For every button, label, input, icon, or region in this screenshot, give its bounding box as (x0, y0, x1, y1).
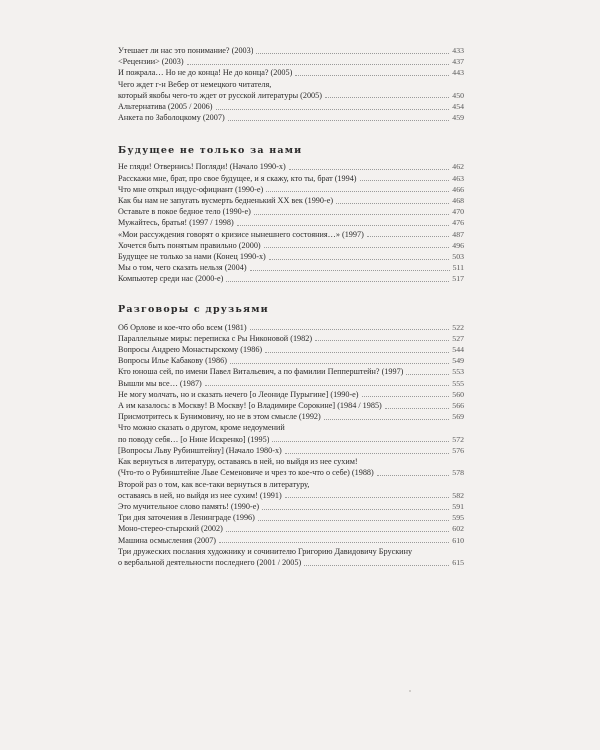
dot-leader (295, 75, 449, 76)
toc-entry-page-number: 454 (452, 102, 464, 112)
dot-leader (285, 453, 450, 454)
toc-entry-title: <Рецензии> (2003) (118, 57, 184, 67)
dot-leader (336, 203, 449, 204)
toc-entry-page-number: 572 (452, 434, 464, 444)
toc-entry-page-number: 569 (452, 412, 464, 422)
dot-leader (254, 214, 449, 215)
dot-leader (315, 340, 449, 341)
dot-leader (237, 225, 450, 226)
dot-leader (285, 497, 450, 498)
toc-entry-title: Что мне открыл индус-официант (1990-е) (118, 184, 264, 194)
dot-leader (272, 441, 449, 442)
toc-entry-title: Об Орлове и кое-что обо всем (1981) (118, 322, 247, 332)
toc-entry-page-number: 582 (452, 490, 464, 500)
toc-entry (118, 240, 464, 251)
toc-entry-page-number: 450 (452, 90, 464, 100)
page-mark (409, 690, 411, 692)
toc-entry (118, 535, 464, 546)
toc-entry (118, 546, 464, 568)
toc-entry-page-number: 463 (452, 173, 464, 183)
toc-entry (118, 366, 464, 377)
dot-leader (265, 352, 449, 353)
dot-leader (226, 531, 449, 532)
toc-entry (118, 273, 464, 284)
toc-entry (118, 456, 464, 478)
toc-entry-title: [Вопросы Льву Рубинштейну] (Начало 1980-х) (118, 445, 282, 455)
dot-leader (250, 329, 450, 330)
toc-entry-page-number: 437 (452, 57, 464, 67)
toc-entry (118, 56, 464, 67)
toc-entry-page-number: 578 (452, 468, 464, 478)
toc-entry-title: Утешает ли нас это понимание? (2003) (118, 46, 254, 55)
dot-leader (385, 408, 450, 409)
dot-leader (205, 385, 450, 386)
toc-entry-title: Машина осмысления (2007) (118, 535, 217, 545)
toc-entry (118, 400, 464, 411)
toc-entry-page-number: 511 (452, 263, 464, 273)
toc-entry-title: Хочется быть понятым правильно (2000) (118, 240, 261, 250)
toc-entry-title: Не гляди! Отвернись! Погляди! (Начало 1990-х) (118, 162, 286, 172)
toc-entry-title: Оставьте в покое бедное тело (1990-е) (118, 207, 251, 217)
toc-entry-title: Кто юноша сей, по имени Павел Витальевич, а по фамилии Пепперштейн? (1997) (118, 367, 404, 377)
toc-entry-page-number: 476 (452, 218, 464, 228)
toc-entry-title-line: Три дружеских послания художнику и сочинителю Григорию Давидовичу Брускину (118, 546, 413, 556)
toc-entry-title: Мужайтесь, братья! (1997 / 1998) (118, 218, 234, 228)
toc-block-top (118, 45, 464, 123)
toc-entry-title: Расскажи мне, брат, про свое будущее, и я скажу, кто ты, брат (1994) (118, 173, 357, 183)
toc-entry (118, 79, 464, 101)
toc-entry-page-number: 591 (452, 501, 464, 511)
dot-leader (304, 565, 449, 566)
toc-entry (118, 422, 464, 444)
toc-entry (118, 229, 464, 240)
dot-leader (269, 259, 450, 260)
dot-leader (250, 270, 450, 271)
toc-entry-title: по поводу себя… [о Нине Искренко] (1995) (118, 434, 270, 444)
toc-entry-title: Вышли мы все… (1987) (118, 378, 202, 388)
dot-leader (226, 281, 449, 282)
toc-entry-page-number: 527 (452, 333, 464, 343)
dot-leader (367, 236, 450, 237)
toc-entry-title: И пожрала… Но не до конца! Не до конца? (2005) (118, 68, 293, 78)
toc-entry-page-number: 555 (452, 378, 464, 388)
toc-entry-page-number: 487 (452, 229, 464, 239)
toc-entry-page-number: 549 (452, 356, 464, 366)
dot-leader (228, 120, 450, 121)
toc-entry-page-number: 544 (452, 345, 464, 355)
toc-entry-page-number: 602 (452, 524, 464, 534)
table-of-contents (118, 45, 464, 568)
toc-entry-page-number: 462 (452, 162, 464, 172)
toc-entry-page-number: 470 (452, 207, 464, 217)
toc-entry-page-number: 522 (452, 322, 464, 332)
toc-entry (118, 251, 464, 262)
toc-entry (118, 161, 464, 172)
toc-entry (118, 173, 464, 184)
dot-leader (258, 520, 449, 521)
dot-leader (230, 363, 449, 364)
dot-leader (256, 53, 449, 54)
dot-leader (324, 419, 450, 420)
toc-entry-title: Как бы нам не запугать вусмерть бедненький XX век (1990-е) (118, 196, 334, 206)
toc-entry (118, 389, 464, 400)
toc-entry-page-number: 468 (452, 196, 464, 206)
dot-leader (262, 509, 449, 510)
toc-entry (118, 262, 464, 273)
dot-leader (325, 97, 449, 98)
toc-entry-page-number: 595 (452, 513, 464, 523)
toc-entry-title: Три дня заточения в Ленинграде (1996) (118, 513, 255, 523)
dot-leader (219, 542, 449, 543)
toc-entry-title: Моно-стерео-стырский (2002) (118, 524, 223, 534)
dot-leader (360, 180, 450, 181)
dot-leader (289, 169, 450, 170)
toc-entry (118, 344, 464, 355)
toc-entry-title: Вопросы Андрею Монастырскому (1986) (118, 345, 263, 355)
toc-entry (118, 101, 464, 112)
toc-entry-page-number: 517 (452, 274, 464, 284)
toc-section-future (118, 161, 464, 284)
toc-entry-title-line: Второй раз о том, как все-таки вернуться в литературу, (118, 479, 310, 489)
toc-entry-title: оставаясь в ней, но выйдя из нее сухим! (1991) (118, 490, 282, 500)
toc-entry-page-number: 553 (452, 367, 464, 377)
section-heading-future: Будущее не только за нами (118, 145, 303, 157)
toc-entry-title: который якобы чего-то ждет от русской литературы (2005) (118, 90, 322, 100)
toc-entry-page-number: 566 (452, 401, 464, 411)
dot-leader (377, 475, 450, 476)
dot-leader (362, 396, 450, 397)
toc-entry (118, 512, 464, 523)
toc-entry-title: Вопросы Илье Кабакову (1986) (118, 356, 227, 366)
toc-entry-title: Параллельные миры: переписка с Ры Никоновой (1982) (118, 333, 313, 343)
dot-leader (266, 191, 449, 192)
toc-section-talks (118, 322, 464, 568)
toc-entry-page-number: 503 (452, 252, 464, 262)
toc-entry (118, 355, 464, 366)
toc-entry-title-line: Как вернуться в литературу, оставаясь в ней, но выйдя из нее сухим! (118, 457, 358, 467)
toc-entry-page-number: 560 (452, 389, 464, 399)
toc-entry-title: Альтернатива (2005 / 2006) (118, 102, 213, 112)
toc-entry-title: Анкета по Заболоцкому (2007) (118, 113, 225, 123)
toc-entry-title: А им казалось: в Москву! В Москву! [о Владимире Сорокине] (1984 / 1985) (118, 401, 382, 411)
toc-entry (118, 67, 464, 78)
toc-entry-title: (Что-то о Рубинштейне Льве Семеновиче и чрез то кое-что о себе) (1988) (118, 468, 374, 478)
toc-entry-page-number: 466 (452, 184, 464, 194)
toc-entry (118, 195, 464, 206)
toc-entry (118, 479, 464, 501)
section-heading-talks: Разговоры с друзьями (118, 303, 269, 315)
toc-entry-page-number: 610 (452, 535, 464, 545)
dot-leader (264, 247, 450, 248)
toc-entry-page-number: 576 (452, 445, 464, 455)
toc-entry-title-line: Чего ждет г-н Вебер от немецкого читателя, (118, 79, 272, 89)
toc-entry-title: Не могу молчать, но и сказать нечего [о Леониде Пурыгине] (1990-е) (118, 389, 359, 399)
dot-leader (216, 109, 450, 110)
toc-entry (118, 378, 464, 389)
toc-entry-page-number: 459 (452, 113, 464, 123)
toc-entry-title: Компьютер среди нас (2000-е) (118, 274, 224, 284)
toc-entry (118, 523, 464, 534)
toc-entry (118, 45, 464, 56)
toc-entry-title: Мы о том, чего сказать нельзя (2004) (118, 263, 247, 273)
toc-entry (118, 322, 464, 333)
toc-entry-page-number: 615 (452, 557, 464, 567)
toc-entry (118, 217, 464, 228)
dot-leader (187, 64, 450, 65)
toc-entry-title: Это мучительное слово память! (1990-е) (118, 501, 260, 511)
toc-entry (118, 206, 464, 217)
toc-entry-title: Присмотритесь к Бунимовичу, но не в этом смысле (1992) (118, 412, 321, 422)
toc-entry-title: о вербальной деятельности последнего (2001 / 2005) (118, 557, 302, 567)
toc-entry (118, 501, 464, 512)
toc-entry-page-number: 433 (452, 46, 464, 55)
toc-entry-title: Будущее не только за нами (Конец 1990-х) (118, 252, 266, 262)
toc-entry-page-number: 443 (452, 68, 464, 78)
toc-entry (118, 184, 464, 195)
toc-entry (118, 112, 464, 123)
toc-entry-page-number: 496 (452, 240, 464, 250)
toc-entry (118, 445, 464, 456)
toc-entry-title: «Мои рассуждения говорят о кризисе нынешнего состояния…» (1997) (118, 229, 364, 239)
toc-entry-title-line: Что можно сказать о другом, кроме недоумений (118, 423, 285, 433)
toc-entry (118, 333, 464, 344)
toc-entry (118, 411, 464, 422)
dot-leader (406, 374, 449, 375)
